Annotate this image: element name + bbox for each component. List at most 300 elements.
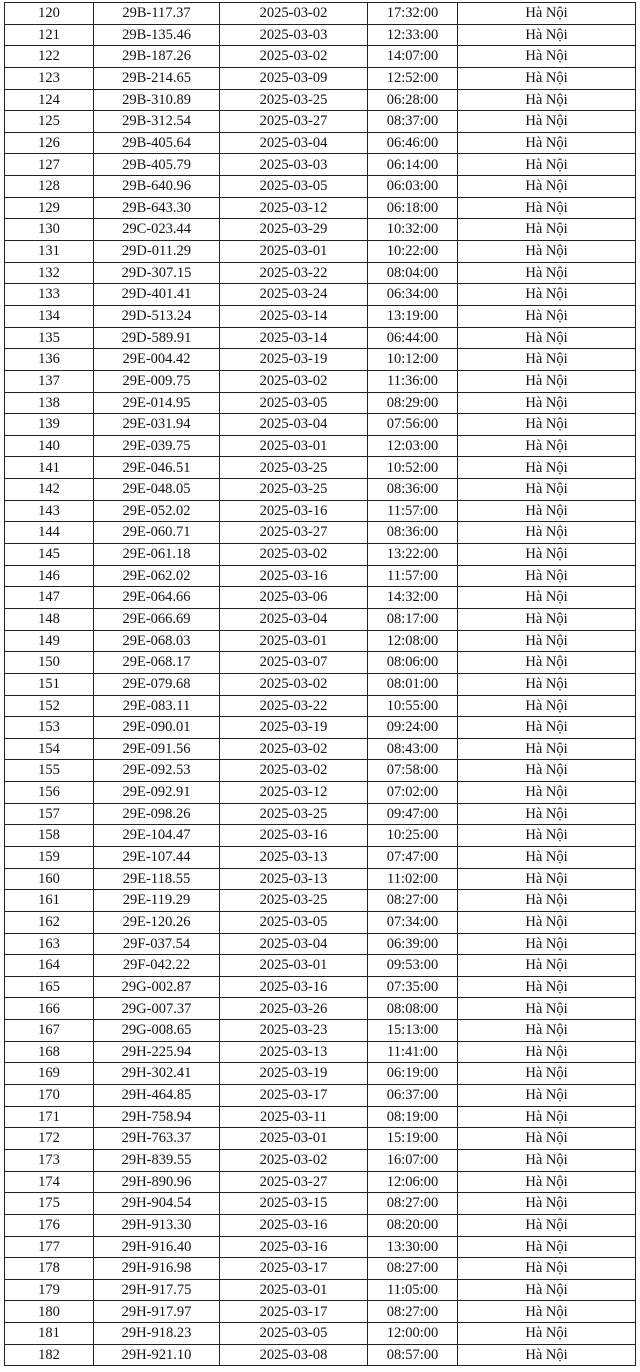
table-row <box>5 457 636 479</box>
table-row <box>5 868 636 890</box>
time-cell: 13:22:00 <box>368 544 458 566</box>
row-number-cell: 161 <box>5 890 94 912</box>
location-cell: Hà Nội <box>458 933 636 955</box>
time-cell: 12:33:00 <box>368 24 458 46</box>
time-cell: 08:36:00 <box>368 479 458 501</box>
table-row <box>5 435 636 457</box>
time-cell: 08:08:00 <box>368 998 458 1020</box>
time-cell: 10:25:00 <box>368 825 458 847</box>
time-cell: 09:53:00 <box>368 955 458 977</box>
location-cell: Hà Nội <box>458 392 636 414</box>
license-plate-cell: 29D-513.24 <box>94 305 220 327</box>
license-plate-cell: 29B-640.96 <box>94 176 220 198</box>
license-plate-cell: 29F-037.54 <box>94 933 220 955</box>
table-row <box>5 1258 636 1280</box>
row-number-cell: 157 <box>5 803 94 825</box>
license-plate-cell: 29E-061.18 <box>94 544 220 566</box>
location-cell: Hà Nội <box>458 738 636 760</box>
location-cell: Hà Nội <box>458 3 636 25</box>
location-cell: Hà Nội <box>458 1301 636 1323</box>
location-cell: Hà Nội <box>458 565 636 587</box>
time-cell: 12:52:00 <box>368 67 458 89</box>
location-cell: Hà Nội <box>458 24 636 46</box>
row-number-cell: 163 <box>5 933 94 955</box>
date-cell: 2025-03-13 <box>220 846 368 868</box>
row-number-cell: 148 <box>5 608 94 630</box>
license-plate-cell: 29E-068.17 <box>94 652 220 674</box>
location-cell: Hà Nội <box>458 46 636 68</box>
table-row <box>5 782 636 804</box>
location-cell: Hà Nội <box>458 1258 636 1280</box>
table-row <box>5 717 636 739</box>
date-cell: 2025-03-07 <box>220 652 368 674</box>
date-cell: 2025-03-02 <box>220 760 368 782</box>
location-cell: Hà Nội <box>458 219 636 241</box>
license-plate-cell: 29H-464.85 <box>94 1085 220 1107</box>
date-cell: 2025-03-04 <box>220 933 368 955</box>
date-cell: 2025-03-17 <box>220 1258 368 1280</box>
table-row <box>5 241 636 263</box>
license-plate-cell: 29G-008.65 <box>94 1020 220 1042</box>
table-row <box>5 1236 636 1258</box>
license-plate-cell: 29H-890.96 <box>94 1171 220 1193</box>
date-cell: 2025-03-01 <box>220 1279 368 1301</box>
row-number-cell: 162 <box>5 911 94 933</box>
table-row <box>5 500 636 522</box>
table-row <box>5 825 636 847</box>
date-cell: 2025-03-01 <box>220 630 368 652</box>
row-number-cell: 135 <box>5 327 94 349</box>
location-cell: Hà Nội <box>458 782 636 804</box>
date-cell: 2025-03-06 <box>220 587 368 609</box>
table-row <box>5 392 636 414</box>
table-row <box>5 760 636 782</box>
time-cell: 17:32:00 <box>368 3 458 25</box>
row-number-cell: 172 <box>5 1128 94 1150</box>
date-cell: 2025-03-02 <box>220 673 368 695</box>
date-cell: 2025-03-05 <box>220 176 368 198</box>
license-plate-cell: 29G-002.87 <box>94 976 220 998</box>
table-row <box>5 111 636 133</box>
location-cell: Hà Nội <box>458 1171 636 1193</box>
location-cell: Hà Nội <box>458 197 636 219</box>
license-plate-cell: 29H-913.30 <box>94 1214 220 1236</box>
table-row <box>5 154 636 176</box>
date-cell: 2025-03-25 <box>220 890 368 912</box>
date-cell: 2025-03-25 <box>220 803 368 825</box>
location-cell: Hà Nội <box>458 500 636 522</box>
row-number-cell: 125 <box>5 111 94 133</box>
time-cell: 07:47:00 <box>368 846 458 868</box>
table-row <box>5 414 636 436</box>
license-plate-cell: 29C-023.44 <box>94 219 220 241</box>
time-cell: 11:57:00 <box>368 500 458 522</box>
date-cell: 2025-03-27 <box>220 1171 368 1193</box>
time-cell: 07:56:00 <box>368 414 458 436</box>
time-cell: 08:43:00 <box>368 738 458 760</box>
date-cell: 2025-03-03 <box>220 154 368 176</box>
license-plate-cell: 29E-068.03 <box>94 630 220 652</box>
date-cell: 2025-03-01 <box>220 241 368 263</box>
license-plate-cell: 29E-107.44 <box>94 846 220 868</box>
license-plate-cell: 29E-118.55 <box>94 868 220 890</box>
license-plate-cell: 29B-187.26 <box>94 46 220 68</box>
date-cell: 2025-03-12 <box>220 197 368 219</box>
row-number-cell: 174 <box>5 1171 94 1193</box>
location-cell: Hà Nội <box>458 673 636 695</box>
row-number-cell: 165 <box>5 976 94 998</box>
time-cell: 08:29:00 <box>368 392 458 414</box>
date-cell: 2025-03-19 <box>220 717 368 739</box>
table-row <box>5 522 636 544</box>
license-plate-cell: 29E-064.66 <box>94 587 220 609</box>
time-cell: 07:02:00 <box>368 782 458 804</box>
date-cell: 2025-03-03 <box>220 24 368 46</box>
location-cell: Hà Nội <box>458 176 636 198</box>
row-number-cell: 156 <box>5 782 94 804</box>
time-cell: 13:30:00 <box>368 1236 458 1258</box>
license-plate-cell: 29B-405.79 <box>94 154 220 176</box>
location-cell: Hà Nội <box>458 652 636 674</box>
table-row <box>5 1085 636 1107</box>
time-cell: 15:13:00 <box>368 1020 458 1042</box>
location-cell: Hà Nội <box>458 544 636 566</box>
violations-table <box>4 2 636 1366</box>
time-cell: 12:06:00 <box>368 1171 458 1193</box>
location-cell: Hà Nội <box>458 608 636 630</box>
location-cell: Hà Nội <box>458 695 636 717</box>
license-plate-cell: 29D-011.29 <box>94 241 220 263</box>
row-number-cell: 121 <box>5 24 94 46</box>
date-cell: 2025-03-04 <box>220 132 368 154</box>
time-cell: 06:18:00 <box>368 197 458 219</box>
time-cell: 06:03:00 <box>368 176 458 198</box>
row-number-cell: 146 <box>5 565 94 587</box>
table-row <box>5 349 636 371</box>
time-cell: 06:14:00 <box>368 154 458 176</box>
time-cell: 10:52:00 <box>368 457 458 479</box>
row-number-cell: 126 <box>5 132 94 154</box>
row-number-cell: 167 <box>5 1020 94 1042</box>
table-row <box>5 1041 636 1063</box>
table-row <box>5 176 636 198</box>
location-cell: Hà Nội <box>458 1106 636 1128</box>
date-cell: 2025-03-25 <box>220 89 368 111</box>
license-plate-cell: 29H-918.23 <box>94 1323 220 1345</box>
row-number-cell: 150 <box>5 652 94 674</box>
time-cell: 12:08:00 <box>368 630 458 652</box>
location-cell: Hà Nội <box>458 825 636 847</box>
license-plate-cell: 29E-090.01 <box>94 717 220 739</box>
license-plate-cell: 29E-104.47 <box>94 825 220 847</box>
date-cell: 2025-03-01 <box>220 1128 368 1150</box>
row-number-cell: 144 <box>5 522 94 544</box>
row-number-cell: 182 <box>5 1344 94 1366</box>
location-cell: Hà Nội <box>458 868 636 890</box>
table-row <box>5 1106 636 1128</box>
time-cell: 06:34:00 <box>368 284 458 306</box>
row-number-cell: 164 <box>5 955 94 977</box>
table-row <box>5 652 636 674</box>
date-cell: 2025-03-16 <box>220 1214 368 1236</box>
time-cell: 11:02:00 <box>368 868 458 890</box>
license-plate-cell: 29E-066.69 <box>94 608 220 630</box>
row-number-cell: 132 <box>5 262 94 284</box>
time-cell: 08:27:00 <box>368 1258 458 1280</box>
time-cell: 10:12:00 <box>368 349 458 371</box>
location-cell: Hà Nội <box>458 1020 636 1042</box>
date-cell: 2025-03-22 <box>220 695 368 717</box>
table-row <box>5 673 636 695</box>
license-plate-cell: 29D-589.91 <box>94 327 220 349</box>
row-number-cell: 180 <box>5 1301 94 1323</box>
time-cell: 07:34:00 <box>368 911 458 933</box>
license-plate-cell: 29D-307.15 <box>94 262 220 284</box>
date-cell: 2025-03-25 <box>220 457 368 479</box>
row-number-cell: 173 <box>5 1149 94 1171</box>
time-cell: 12:03:00 <box>368 435 458 457</box>
row-number-cell: 120 <box>5 3 94 25</box>
license-plate-cell: 29B-405.64 <box>94 132 220 154</box>
license-plate-cell: 29E-092.53 <box>94 760 220 782</box>
table-row <box>5 67 636 89</box>
location-cell: Hà Nội <box>458 1063 636 1085</box>
license-plate-cell: 29E-120.26 <box>94 911 220 933</box>
row-number-cell: 159 <box>5 846 94 868</box>
row-number-cell: 168 <box>5 1041 94 1063</box>
row-number-cell: 176 <box>5 1214 94 1236</box>
row-number-cell: 130 <box>5 219 94 241</box>
table-row <box>5 911 636 933</box>
row-number-cell: 160 <box>5 868 94 890</box>
license-plate-cell: 29B-214.65 <box>94 67 220 89</box>
date-cell: 2025-03-02 <box>220 370 368 392</box>
date-cell: 2025-03-22 <box>220 262 368 284</box>
date-cell: 2025-03-02 <box>220 1149 368 1171</box>
row-number-cell: 141 <box>5 457 94 479</box>
time-cell: 08:27:00 <box>368 890 458 912</box>
time-cell: 06:39:00 <box>368 933 458 955</box>
table-row <box>5 284 636 306</box>
time-cell: 07:58:00 <box>368 760 458 782</box>
location-cell: Hà Nội <box>458 111 636 133</box>
date-cell: 2025-03-19 <box>220 1063 368 1085</box>
time-cell: 06:44:00 <box>368 327 458 349</box>
table-row <box>5 544 636 566</box>
location-cell: Hà Nội <box>458 1236 636 1258</box>
time-cell: 11:57:00 <box>368 565 458 587</box>
location-cell: Hà Nội <box>458 305 636 327</box>
table-row <box>5 1063 636 1085</box>
row-number-cell: 147 <box>5 587 94 609</box>
row-number-cell: 133 <box>5 284 94 306</box>
time-cell: 08:57:00 <box>368 1344 458 1366</box>
location-cell: Hà Nội <box>458 1214 636 1236</box>
location-cell: Hà Nội <box>458 522 636 544</box>
time-cell: 06:46:00 <box>368 132 458 154</box>
license-plate-cell: 29H-225.94 <box>94 1041 220 1063</box>
time-cell: 11:05:00 <box>368 1279 458 1301</box>
license-plate-cell: 29E-119.29 <box>94 890 220 912</box>
date-cell: 2025-03-05 <box>220 392 368 414</box>
table-row <box>5 846 636 868</box>
date-cell: 2025-03-13 <box>220 1041 368 1063</box>
row-number-cell: 166 <box>5 998 94 1020</box>
location-cell: Hà Nội <box>458 1323 636 1345</box>
row-number-cell: 177 <box>5 1236 94 1258</box>
table-row <box>5 89 636 111</box>
time-cell: 06:28:00 <box>368 89 458 111</box>
table-row <box>5 46 636 68</box>
table-row <box>5 3 636 25</box>
row-number-cell: 124 <box>5 89 94 111</box>
table-row <box>5 998 636 1020</box>
date-cell: 2025-03-16 <box>220 565 368 587</box>
date-cell: 2025-03-05 <box>220 1323 368 1345</box>
table-row <box>5 803 636 825</box>
date-cell: 2025-03-05 <box>220 911 368 933</box>
row-number-cell: 169 <box>5 1063 94 1085</box>
table-row <box>5 479 636 501</box>
time-cell: 08:27:00 <box>368 1193 458 1215</box>
table-row <box>5 1193 636 1215</box>
license-plate-cell: 29H-916.98 <box>94 1258 220 1280</box>
table-row <box>5 1279 636 1301</box>
row-number-cell: 155 <box>5 760 94 782</box>
date-cell: 2025-03-11 <box>220 1106 368 1128</box>
row-number-cell: 149 <box>5 630 94 652</box>
license-plate-cell: 29H-921.10 <box>94 1344 220 1366</box>
table-row <box>5 305 636 327</box>
row-number-cell: 171 <box>5 1106 94 1128</box>
row-number-cell: 175 <box>5 1193 94 1215</box>
table-row <box>5 1128 636 1150</box>
row-number-cell: 158 <box>5 825 94 847</box>
date-cell: 2025-03-09 <box>220 67 368 89</box>
table-row <box>5 1020 636 1042</box>
location-cell: Hà Nội <box>458 1041 636 1063</box>
row-number-cell: 151 <box>5 673 94 695</box>
location-cell: Hà Nội <box>458 327 636 349</box>
time-cell: 07:35:00 <box>368 976 458 998</box>
date-cell: 2025-03-02 <box>220 544 368 566</box>
table-row <box>5 1301 636 1323</box>
location-cell: Hà Nội <box>458 154 636 176</box>
license-plate-cell: 29H-917.97 <box>94 1301 220 1323</box>
time-cell: 16:07:00 <box>368 1149 458 1171</box>
time-cell: 08:37:00 <box>368 111 458 133</box>
location-cell: Hà Nội <box>458 457 636 479</box>
date-cell: 2025-03-02 <box>220 46 368 68</box>
location-cell: Hà Nội <box>458 1085 636 1107</box>
location-cell: Hà Nội <box>458 1193 636 1215</box>
location-cell: Hà Nội <box>458 349 636 371</box>
row-number-cell: 127 <box>5 154 94 176</box>
time-cell: 10:22:00 <box>368 241 458 263</box>
table-row <box>5 262 636 284</box>
table-row <box>5 24 636 46</box>
time-cell: 14:07:00 <box>368 46 458 68</box>
row-number-cell: 131 <box>5 241 94 263</box>
date-cell: 2025-03-17 <box>220 1085 368 1107</box>
row-number-cell: 154 <box>5 738 94 760</box>
date-cell: 2025-03-02 <box>220 738 368 760</box>
date-cell: 2025-03-04 <box>220 414 368 436</box>
date-cell: 2025-03-25 <box>220 479 368 501</box>
table-row <box>5 608 636 630</box>
license-plate-cell: 29E-014.95 <box>94 392 220 414</box>
date-cell: 2025-03-16 <box>220 1236 368 1258</box>
time-cell: 08:01:00 <box>368 673 458 695</box>
table-row <box>5 738 636 760</box>
row-number-cell: 136 <box>5 349 94 371</box>
location-cell: Hà Nội <box>458 67 636 89</box>
date-cell: 2025-03-15 <box>220 1193 368 1215</box>
time-cell: 08:17:00 <box>368 608 458 630</box>
row-number-cell: 123 <box>5 67 94 89</box>
license-plate-cell: 29E-031.94 <box>94 414 220 436</box>
location-cell: Hà Nội <box>458 955 636 977</box>
date-cell: 2025-03-16 <box>220 500 368 522</box>
table-row <box>5 890 636 912</box>
table-row <box>5 1171 636 1193</box>
license-plate-cell: 29B-643.30 <box>94 197 220 219</box>
table-row <box>5 197 636 219</box>
row-number-cell: 179 <box>5 1279 94 1301</box>
table-row <box>5 955 636 977</box>
row-number-cell: 143 <box>5 500 94 522</box>
date-cell: 2025-03-29 <box>220 219 368 241</box>
location-cell: Hà Nội <box>458 717 636 739</box>
time-cell: 08:19:00 <box>368 1106 458 1128</box>
date-cell: 2025-03-26 <box>220 998 368 1020</box>
location-cell: Hà Nội <box>458 89 636 111</box>
license-plate-cell: 29B-135.46 <box>94 24 220 46</box>
date-cell: 2025-03-08 <box>220 1344 368 1366</box>
license-plate-cell: 29G-007.37 <box>94 998 220 1020</box>
date-cell: 2025-03-04 <box>220 608 368 630</box>
time-cell: 12:00:00 <box>368 1323 458 1345</box>
license-plate-cell: 29F-042.22 <box>94 955 220 977</box>
location-cell: Hà Nội <box>458 803 636 825</box>
time-cell: 08:36:00 <box>368 522 458 544</box>
location-cell: Hà Nội <box>458 241 636 263</box>
date-cell: 2025-03-23 <box>220 1020 368 1042</box>
time-cell: 08:20:00 <box>368 1214 458 1236</box>
table-row <box>5 327 636 349</box>
license-plate-cell: 29H-839.55 <box>94 1149 220 1171</box>
location-cell: Hà Nội <box>458 760 636 782</box>
location-cell: Hà Nội <box>458 132 636 154</box>
date-cell: 2025-03-01 <box>220 435 368 457</box>
time-cell: 09:24:00 <box>368 717 458 739</box>
location-cell: Hà Nội <box>458 284 636 306</box>
license-plate-cell: 29E-062.02 <box>94 565 220 587</box>
location-cell: Hà Nội <box>458 479 636 501</box>
table-row <box>5 370 636 392</box>
license-plate-cell: 29H-916.40 <box>94 1236 220 1258</box>
time-cell: 06:37:00 <box>368 1085 458 1107</box>
table-row <box>5 695 636 717</box>
time-cell: 13:19:00 <box>368 305 458 327</box>
table-row <box>5 132 636 154</box>
date-cell: 2025-03-13 <box>220 868 368 890</box>
table-row <box>5 1323 636 1345</box>
time-cell: 14:32:00 <box>368 587 458 609</box>
license-plate-cell: 29E-009.75 <box>94 370 220 392</box>
time-cell: 06:19:00 <box>368 1063 458 1085</box>
date-cell: 2025-03-24 <box>220 284 368 306</box>
